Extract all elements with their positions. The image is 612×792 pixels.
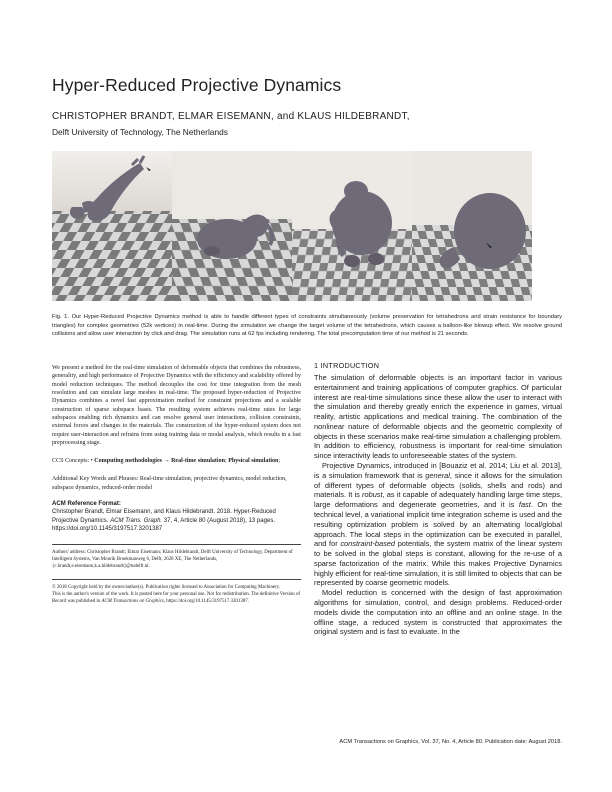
section-heading-introduction: 1 INTRODUCTION [314, 361, 380, 370]
copyright-notice: © 2018 Copyright held by the owner/author(s). Publication rights licensed to Association for Computing Machinery. [52, 584, 281, 590]
affiliation: Delft University of Technology, The Netherlands [52, 127, 228, 137]
author-version-notice: This is the author's version of the work. It is posted here for your personal use. Not for redistribution. The definitive Version of Record was published in ACM Transactions on Graphics, https://doi.org/10.1145/3197517.3201387. [52, 591, 301, 605]
ccs-concepts: CCS Concepts: • Computing methodologies → Real-time simulation; Physical simulation; [52, 458, 281, 465]
intro-paragraph-3: Model reduction is concerned with the design of fast approximation algorithms for simulation, control, and design problems. Reduced-order models divide the computation into an offline and an online stage. In the offline stage, a reduced system is constructed that approximates the original system and is fast to evaluate. In the [314, 588, 562, 637]
page-footer: ACM Transactions on Graphics, Vol. 37, No. 4, Article 80. Publication date: August 2018. [339, 739, 562, 745]
elephant-model [454, 193, 526, 269]
left-column [52, 364, 301, 605]
panel-elephant-inflated [292, 151, 412, 301]
authors-address: Authors' address: Christopher Brandt; Elmar Eisemann; Klaus Hildebrandt, Delft University of Technology, Department of Intelligent Systems, Van Mourik Broekmanweg 6, Delft, 2628 XE, The Netherlands, {c.brandt,e.eisemann,k.a.hildebrandt}@tudelft.nl. [52, 550, 293, 570]
figure-caption: Fig. 1. Our Hyper-Reduced Projective Dynamics method is able to handle different types of constraints simultaneously (volume preservation for tetrahedrons and strain resistance for boundary triangles) for complex geometries (52k vertices) in real-time. During the simulation we change the target volume of the tetrahedrons, which causes a balloon-like blowup effect. We resolve ground collisions and allow user interaction by click and drag. The simulation runs at 62 fps including rendering. The total precomputation time of our method is 21 seconds. [52, 314, 562, 338]
keywords: Additional Key Words and Phrases: Real-time simulation, projective dynamics, model reduction, subspace dynamics, reduced-order model [52, 476, 287, 491]
intro-paragraph-2: Projective Dynamics, introduced in [Bouaziz et al. 2014; Liu et al. 2013], is a simulation framework that is general, since it allows for the simulation of different types of deformable objects (solids, shells and rods) and materials. It is robust, as it capable of adequately handling large time steps, large deformations and degenerate geometries, and it is fast. On the technical level, a variational implicit time integration scheme is used and the resulting optimization problem is solved by an alternating local/global approach. The local steps in the optimization can be executed in parallel, and for constraint-based potentials, the system matrix of the linear system to be solved in the global steps is constant, allowing for the re-use of a sparse factorization of the matrix. While this makes Projective Dynamics highly efficient for real-time simulation, it is still limited to objects that can be represented by coarse geometric models. [314, 461, 563, 588]
panel-elephant-balloon [412, 151, 532, 301]
intro-paragraph-1: The simulation of deformable objects is an important factor in various entertainment and training applications of computer graphics. Of particular interest are real-time simulations since these allow the user to interact with the simulation and thereby greatly enrich the experience in games, virtual reality, artistic applications and medical training. The combination of the nonlinear nature of deformable objects and the geometric complexity of objects in these scenarios make real-time simulation a challenging problem. In addition to efficiency, robustness is important for real-time simulation since interactivity leads to unforeseeable states of the system. [314, 373, 562, 461]
acm-reference: Christopher Brandt, Elmar Eisemann, and Klaus Hildebrandt. 2018. Hyper-Reduced Projective Dynamics. ACM Trans. Graph. 37, 4, Article 80 (August 2018), 13 pages. https://doi.org/10.1145/3197517.3201387 [52, 509, 276, 533]
author-list: CHRISTOPHER BRANDT, ELMAR EISEMANN, and KLAUS HILDEBRANDT, [52, 111, 410, 122]
footnote-rule [52, 544, 301, 545]
panel-elephant-deformed [172, 151, 292, 301]
copyright-rule [52, 579, 301, 580]
paper-title: Hyper-Reduced Projective Dynamics [52, 75, 342, 95]
right-column [314, 361, 562, 637]
panel-elephant-dangling [52, 151, 172, 301]
abstract: We present a method for the real-time simulation of deformable objects that combines the robustness, generality, and high performance of Projective Dynamics with the efficiency and scalability offered by model reduction techniques. The method decouples the cost for time integration from the mesh resolution and can simulate large meshes in real-time. The proposed hyper-reduction of Projective Dynamics combines a novel fast approximation method for constraint projections and a scalable construction of sparse subspace bases. The resulting system achieves real-time rates for large subspaces enabling rich dynamics and can resolve general user interactions, collision constraints, external forces and changes to the materials. The construction of the hyper-reduced system does not require user-interaction and refrains from using training data or modal analysis, which results in a fast preprocessing stage. [52, 365, 301, 447]
acm-reference-heading: ACM Reference Format: [52, 501, 121, 508]
